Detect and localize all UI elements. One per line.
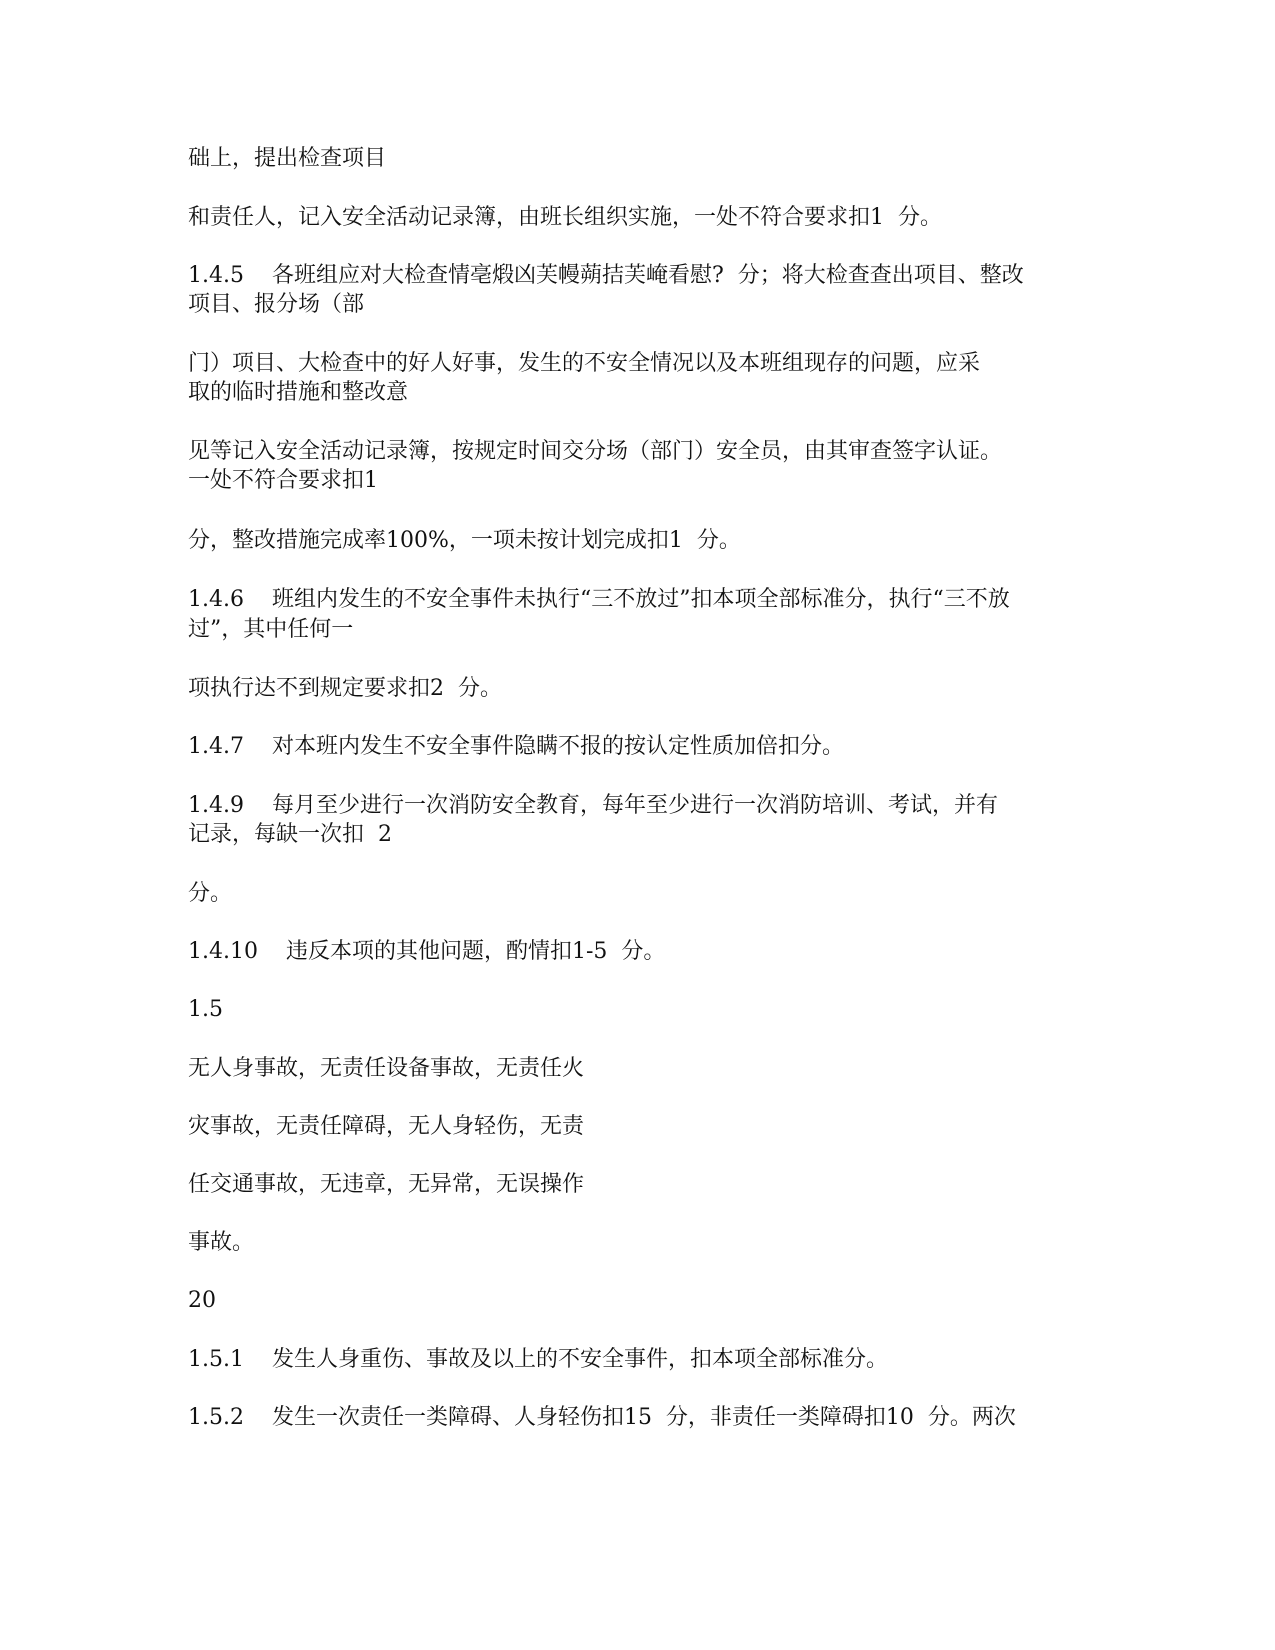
text-line: 项目、报分场（部 — [188, 292, 365, 317]
text-line: 1.5 — [188, 997, 223, 1022]
text-line: 20 — [188, 1288, 216, 1313]
text-line: 1.5.1 发生人身重伤、事故及以上的不安全事件，扣本项全部标准分。 — [188, 1347, 888, 1372]
text-line: 分。 — [188, 881, 233, 906]
text-line: 灾事故，无责任障碍，无人身轻伤，无责 — [188, 1114, 585, 1139]
text-line: 事故。 — [188, 1230, 255, 1255]
text-line: 础上，提出检查项目 — [188, 146, 387, 171]
text-line: 取的临时措施和整改意 — [188, 380, 409, 405]
text-line: 见等记入安全活动记录簿，按规定时间交分场（部门）安全员，由其审查签字认证。 — [188, 439, 1003, 464]
text-line: 门）项目、大检查中的好人好事，发生的不安全情况以及本班组现存的问题，应采 — [188, 351, 981, 376]
text-line: 项执行达不到规定要求扣2 分。 — [188, 676, 502, 701]
text-line: 和责任人，记入安全活动记录簿，由班长组织实施，一处不符合要求扣1 分。 — [188, 205, 942, 230]
text-line: 1.4.5 各班组应对大检查情亳煅凶芙幔蒴拮芙崦看慰? 分；将大检查查出项目、整改 — [188, 263, 1024, 288]
text-line: 分，整改措施完成率100%，一项未按计划完成扣1 分。 — [188, 528, 741, 553]
text-line: 记录，每缺一次扣 2 — [188, 822, 392, 847]
text-line: 1.5.2 发生一次责任一类障碍、人身轻伤扣15 分，非责任一类障碍扣10 分。两次 — [188, 1405, 1016, 1430]
text-line: 任交通事故，无违章，无异常，无误操作 — [188, 1172, 585, 1197]
text-line: 1.4.6 班组内发生的不安全事件未执行“三不放过”扣本项全部标准分，执行“三不放 — [188, 587, 1010, 612]
text-line: 一处不符合要求扣1 — [188, 468, 378, 493]
text-line: 1.4.7 对本班内发生不安全事件隐瞒不报的按认定性质加倍扣分。 — [188, 734, 844, 759]
text-line: 1.4.9 每月至少进行一次消防安全教育，每年至少进行一次消防培训、考试，并有 — [188, 793, 998, 818]
text-line: 无人身事故，无责任设备事故，无责任火 — [188, 1056, 585, 1081]
text-line: 1.4.10 违反本项的其他问题，酌情扣1-5 分。 — [188, 939, 666, 964]
text-line: 过”，其中任何一 — [188, 617, 354, 642]
